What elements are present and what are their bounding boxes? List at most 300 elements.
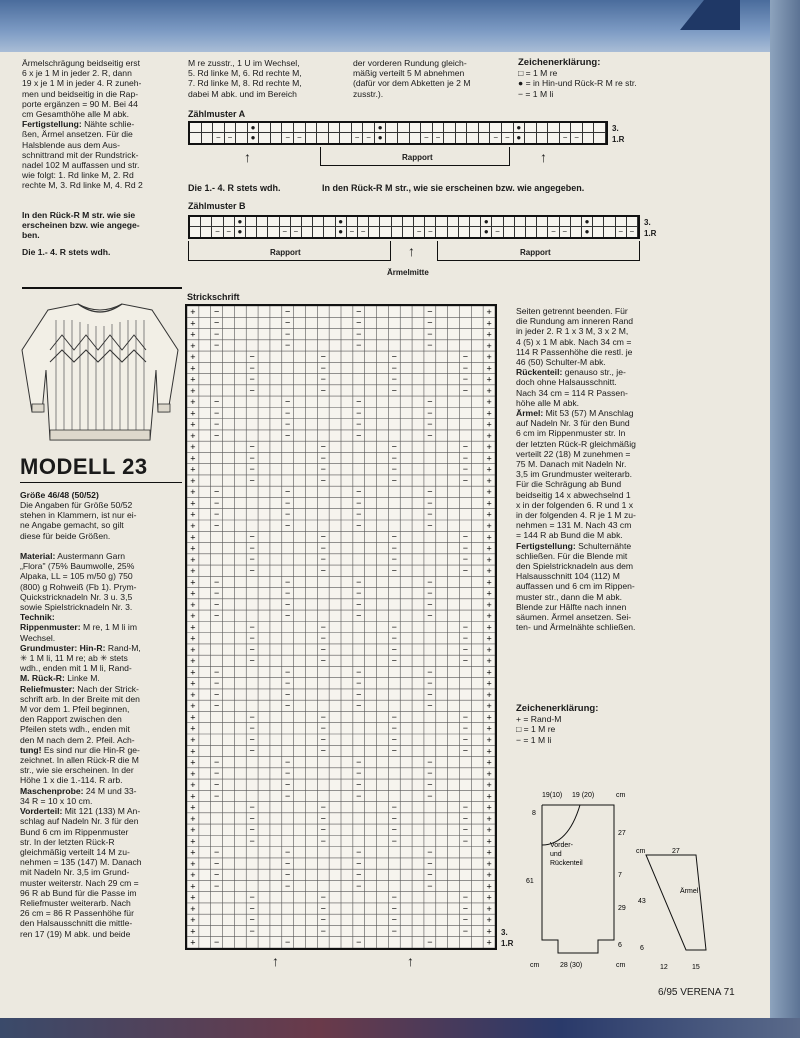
- chart-cell: [340, 133, 352, 143]
- purl-stitch-mark: −: [320, 531, 326, 542]
- edge-stitch-mark: +: [486, 689, 492, 700]
- purl-stitch-mark: −: [356, 306, 362, 317]
- chart-cell: [380, 227, 391, 237]
- text-line: die Rundung am inneren Rand: [516, 316, 634, 327]
- col2-top-text: [188, 58, 348, 99]
- chart-cell: [479, 123, 491, 133]
- purl-stitch-mark: −: [356, 779, 362, 790]
- purl-stitch-mark: −: [285, 306, 291, 317]
- purl-stitch-mark: −: [391, 441, 397, 452]
- purl-stitch-mark: −: [320, 385, 326, 396]
- purl-stitch-mark: −: [213, 700, 220, 711]
- model-size-title: Größe 46/48 (50/52): [20, 490, 99, 500]
- purl-stitch-mark: −: [391, 813, 397, 824]
- chart-cell: [190, 217, 201, 227]
- chart-cell: [502, 123, 514, 133]
- purl-stitch-mark: −: [249, 835, 255, 846]
- purl-stitch-mark: −: [213, 610, 220, 621]
- purl-stitch-mark: −: [320, 734, 326, 745]
- chart-cell: −: [492, 227, 503, 237]
- edge-stitch-mark: +: [486, 509, 492, 520]
- purl-stitch-mark: −: [320, 711, 326, 722]
- text-line: diese für beide Größen.: [20, 530, 111, 541]
- purl-stitch-mark: −: [391, 903, 397, 914]
- purl-stitch-mark: −: [285, 599, 291, 610]
- chart-cell: [236, 133, 248, 143]
- purl-stitch-mark: −: [249, 531, 255, 542]
- text-line: Für die Schrägung ab Bund: [516, 479, 622, 490]
- purl-stitch-mark: −: [213, 407, 220, 418]
- chart-cell: [268, 217, 279, 227]
- edge-stitch-mark: +: [486, 475, 492, 486]
- text-line: 3,5 im Grundmuster weiterarb.: [516, 469, 633, 480]
- text-line: 46 (50) Schulter-M abk.: [516, 357, 606, 368]
- text-line: 26 cm = 86 R Passenhöhe für: [20, 908, 134, 919]
- purl-stitch-mark: −: [249, 351, 255, 362]
- edge-stitch-mark: +: [190, 723, 196, 734]
- purl-stitch-mark: −: [285, 700, 291, 711]
- edge-stitch-mark: +: [190, 813, 196, 824]
- text-line: schrift arb. In der Breite mit den: [20, 693, 140, 704]
- purl-stitch-mark: −: [391, 475, 397, 486]
- chart-cell: ●: [514, 123, 526, 133]
- text-line: Bund 6 cm im Rippenmuster: [20, 826, 129, 837]
- purl-stitch-mark: −: [391, 464, 397, 475]
- legend-top-line: □ = 1 M re: [518, 68, 558, 79]
- edge-stitch-mark: +: [486, 408, 492, 419]
- edge-stitch-mark: +: [486, 385, 492, 396]
- purl-stitch-mark: −: [285, 430, 291, 441]
- edge-stitch-mark: +: [486, 836, 492, 847]
- purl-stitch-mark: −: [320, 723, 326, 734]
- left-note: [22, 210, 182, 257]
- edge-stitch-mark: +: [190, 836, 196, 847]
- purl-stitch-mark: −: [249, 914, 255, 925]
- edge-stitch-mark: +: [190, 498, 196, 509]
- purl-stitch-mark: −: [427, 790, 433, 801]
- purl-stitch-mark: −: [462, 903, 469, 914]
- chart-cell: [386, 123, 398, 133]
- arrow-up-icon: ↑: [272, 953, 279, 969]
- edge-stitch-mark: +: [190, 352, 196, 363]
- edge-stitch-mark: +: [190, 746, 196, 757]
- header-band: [0, 0, 770, 52]
- purl-stitch-mark: −: [427, 328, 433, 339]
- schematic-label: 8: [532, 810, 536, 817]
- chart-cell: [392, 227, 403, 237]
- purl-stitch-mark: −: [249, 892, 255, 903]
- chart-cell: [369, 217, 380, 227]
- purl-stitch-mark: −: [356, 610, 362, 621]
- purl-stitch-mark: −: [285, 779, 291, 790]
- chart-cell: [202, 133, 214, 143]
- chart-cell: [363, 123, 375, 133]
- zm-b-row1: 1.R: [644, 229, 657, 238]
- purl-stitch-mark: −: [391, 644, 397, 655]
- edge-stitch-mark: +: [486, 926, 492, 937]
- edge-stitch-mark: +: [486, 532, 492, 543]
- chart-cell: [444, 133, 456, 143]
- purl-stitch-mark: −: [249, 542, 255, 553]
- purl-stitch-mark: −: [462, 745, 469, 756]
- purl-stitch-mark: −: [213, 779, 220, 790]
- text-line: Nach 34 cm = 114 R Passen-: [516, 387, 628, 398]
- edge-stitch-mark: +: [190, 870, 196, 881]
- chart-cell: [593, 217, 604, 227]
- purl-stitch-mark: −: [213, 576, 220, 587]
- chart-cell: [425, 217, 436, 227]
- edge-stitch-mark: +: [190, 678, 196, 689]
- purl-stitch-mark: −: [249, 903, 255, 914]
- chart-cell: [537, 217, 548, 227]
- purl-stitch-mark: −: [249, 362, 255, 373]
- purl-stitch-mark: −: [356, 317, 362, 328]
- edge-stitch-mark: +: [190, 757, 196, 768]
- text-line: schließen. Für die Blende mit: [516, 550, 628, 561]
- purl-stitch-mark: −: [356, 790, 362, 801]
- chart-cell: [201, 227, 212, 237]
- schematic-label: 43: [638, 898, 646, 905]
- chart-cell: −: [358, 227, 369, 237]
- purl-stitch-mark: −: [320, 892, 326, 903]
- edge-stitch-mark: +: [190, 509, 196, 520]
- chart-cell: ●: [481, 227, 492, 237]
- chart-cell: −: [548, 227, 559, 237]
- edge-stitch-mark: +: [190, 791, 196, 802]
- purl-stitch-mark: −: [391, 914, 397, 925]
- edge-stitch-mark: +: [486, 498, 492, 509]
- purl-stitch-mark: −: [427, 666, 433, 677]
- edge-stitch-mark: +: [190, 487, 196, 498]
- chart-cell: [271, 123, 283, 133]
- purl-stitch-mark: −: [213, 790, 220, 801]
- chart-cell: [436, 227, 447, 237]
- text-line: nehmen = 135 (147) M. Danach: [20, 857, 142, 868]
- purl-stitch-mark: −: [391, 734, 397, 745]
- schematic-label: 28 (30): [560, 962, 583, 969]
- purl-stitch-mark: −: [427, 588, 433, 599]
- purl-stitch-mark: −: [356, 576, 362, 587]
- zm-b-title: Zählmuster B: [188, 201, 246, 211]
- purl-stitch-mark: −: [356, 328, 362, 339]
- purl-stitch-mark: −: [356, 509, 362, 520]
- chart-cell: [282, 123, 294, 133]
- purl-stitch-mark: −: [285, 937, 291, 948]
- chart-cell: [537, 123, 549, 133]
- purl-stitch-mark: −: [356, 396, 362, 407]
- purl-stitch-mark: −: [285, 340, 291, 351]
- left-note-line: Die 1.- 4. R stets wdh.: [22, 246, 111, 257]
- separator: [20, 482, 182, 483]
- purl-stitch-mark: −: [462, 362, 469, 373]
- chart-cell: [259, 133, 271, 143]
- purl-stitch-mark: −: [285, 869, 291, 880]
- chart-cell: [456, 123, 468, 133]
- purl-stitch-mark: −: [427, 880, 433, 891]
- purl-stitch-mark: −: [213, 430, 220, 441]
- chart-cell: [504, 227, 515, 237]
- text-line: tung! Es sind nur die Hin-R ge-: [20, 744, 140, 755]
- chart-cell: −: [502, 133, 514, 143]
- edge-stitch-mark: +: [190, 689, 196, 700]
- chart-cell: [548, 217, 559, 227]
- purl-stitch-mark: −: [249, 711, 255, 722]
- chart-cell: [470, 217, 481, 227]
- edge-stitch-mark: +: [486, 723, 492, 734]
- chart-cell: [525, 133, 537, 143]
- edge-stitch-mark: +: [190, 802, 196, 813]
- text-line: str., wie sie erscheinen. In der: [20, 765, 134, 776]
- text-line: mit Nadeln Nr. 3,5 im Grund-: [20, 867, 130, 878]
- purl-stitch-mark: −: [391, 565, 397, 576]
- schematic-label: 15: [692, 964, 700, 971]
- text-line: beidseitig 14 x abwechselnd 1: [516, 489, 631, 500]
- edge-stitch-mark: +: [190, 374, 196, 385]
- edge-stitch-mark: +: [190, 780, 196, 791]
- schematic-label: 7: [618, 872, 622, 879]
- text-line: ten- und Ärmelnähte schließen.: [516, 622, 636, 633]
- edge-stitch-mark: +: [486, 633, 492, 644]
- purl-stitch-mark: −: [249, 644, 255, 655]
- edge-stitch-mark: +: [486, 757, 492, 768]
- text-line: rechte M, 3. Rd linke M, 4. Rd 2: [22, 180, 143, 191]
- text-line: verteilt 22 (18) M zunehmen =: [516, 448, 631, 459]
- edge-stitch-mark: +: [486, 419, 492, 430]
- purl-stitch-mark: −: [356, 497, 362, 508]
- chart-cell: [329, 133, 341, 143]
- edge-stitch-mark: +: [486, 791, 492, 802]
- purl-stitch-mark: −: [462, 554, 469, 565]
- purl-stitch-mark: −: [427, 678, 433, 689]
- edge-stitch-mark: +: [190, 858, 196, 869]
- chart-cell: −: [212, 227, 223, 237]
- chart-cell: ●: [248, 133, 260, 143]
- purl-stitch-mark: −: [213, 328, 220, 339]
- purl-stitch-mark: −: [213, 666, 220, 677]
- edge-stitch-mark: +: [486, 847, 492, 858]
- chart-cell: ●: [514, 133, 526, 143]
- chart-cell: [224, 217, 235, 227]
- purl-stitch-mark: −: [462, 452, 469, 463]
- text-line: schnittrand mit der Rundstrick-: [22, 149, 139, 160]
- purl-stitch-mark: −: [427, 306, 433, 317]
- strickschrift-chart: [185, 304, 497, 950]
- chart-cell: [259, 123, 271, 133]
- purl-stitch-mark: −: [427, 779, 433, 790]
- purl-stitch-mark: −: [320, 452, 326, 463]
- purl-stitch-mark: −: [427, 576, 433, 587]
- schematic-label: Ärmel: [680, 888, 699, 895]
- purl-stitch-mark: −: [462, 813, 469, 824]
- chart-cell: [257, 217, 268, 227]
- chart-cell: [403, 227, 414, 237]
- edge-stitch-mark: +: [486, 937, 492, 948]
- purl-stitch-mark: −: [427, 486, 433, 497]
- chart-cell: ●: [336, 227, 347, 237]
- text-line: schlag auf Nadeln Nr. 3 für den: [20, 816, 139, 827]
- edge-stitch-mark: +: [190, 464, 196, 475]
- chart-cell: [317, 123, 329, 133]
- purl-stitch-mark: −: [356, 937, 362, 948]
- schematic-label: 61: [526, 878, 534, 885]
- zm-a-row1: 1.R: [612, 135, 625, 144]
- edge-stitch-mark: +: [486, 768, 492, 779]
- chart-cell: [467, 133, 479, 143]
- edge-stitch-mark: +: [190, 915, 196, 926]
- purl-stitch-mark: −: [213, 419, 220, 430]
- purl-stitch-mark: −: [356, 666, 362, 677]
- edge-stitch-mark: +: [486, 554, 492, 565]
- purl-stitch-mark: −: [320, 464, 326, 475]
- text-line: Halsblende aus dem Aus-: [22, 139, 120, 150]
- chart-cell: [324, 217, 335, 227]
- purl-stitch-mark: −: [356, 588, 362, 599]
- purl-stitch-mark: −: [213, 497, 220, 508]
- purl-stitch-mark: −: [320, 621, 326, 632]
- zm-a-rapport: Rapport: [402, 153, 433, 162]
- edge-stitch-mark: +: [486, 307, 492, 318]
- chart-cell: ●: [235, 227, 246, 237]
- edge-stitch-mark: +: [486, 735, 492, 746]
- purl-stitch-mark: −: [462, 711, 469, 722]
- left-note-line: ben.: [22, 230, 40, 241]
- purl-stitch-mark: −: [356, 700, 362, 711]
- text-line: Höhe 1 x die 1.-114. R arb.: [20, 775, 123, 786]
- purl-stitch-mark: −: [462, 824, 469, 835]
- text-line: porte ergänzen = 90 M. Bei 44: [22, 98, 138, 109]
- chart-cell: [537, 133, 549, 143]
- text-line: x in der folgenden 6. R und 1 x: [516, 499, 634, 510]
- chart-cell: [526, 227, 537, 237]
- chart-cell: −: [627, 227, 638, 237]
- legend-bottom-line: + = Rand-M: [516, 714, 562, 725]
- purl-stitch-mark: −: [391, 835, 397, 846]
- chart-cell: [448, 227, 459, 237]
- schematic-label: 27: [672, 848, 680, 855]
- purl-stitch-mark: −: [391, 385, 397, 396]
- edge-stitch-mark: +: [486, 892, 492, 903]
- purl-stitch-mark: −: [213, 520, 220, 531]
- text-line: Halsausschnitt 104 (112) M: [516, 571, 620, 582]
- edge-stitch-mark: +: [486, 566, 492, 577]
- edge-stitch-mark: +: [486, 667, 492, 678]
- purl-stitch-mark: −: [427, 689, 433, 700]
- edge-stitch-mark: +: [190, 577, 196, 588]
- schematic-label: 29: [618, 905, 626, 912]
- chart-cell: [317, 133, 329, 143]
- edge-stitch-mark: +: [486, 453, 492, 464]
- purl-stitch-mark: −: [462, 925, 469, 936]
- purl-stitch-mark: −: [462, 802, 469, 813]
- text-line: ✳ 1 M li, 11 M re; ab ✳ stets: [20, 653, 128, 664]
- chart-cell: ●: [375, 123, 387, 133]
- chart-cell: [271, 133, 283, 143]
- text-line: ren 17 (19) M abk. und beide: [20, 928, 131, 939]
- chart-cell: [246, 227, 257, 237]
- text-line: 96 R ab Bund für die Passe im: [20, 887, 137, 898]
- edge-stitch-mark: +: [190, 656, 196, 667]
- edge-stitch-mark: +: [486, 363, 492, 374]
- legend-top-title: Zeichenerklärung:: [518, 57, 601, 68]
- chart-cell: [593, 227, 604, 237]
- chart-cell: [548, 133, 560, 143]
- edge-stitch-mark: +: [486, 397, 492, 408]
- purl-stitch-mark: −: [320, 903, 326, 914]
- text-line: 75 M. Danach mit Nadeln Nr.: [516, 459, 627, 470]
- edge-stitch-mark: +: [486, 915, 492, 926]
- arrow-up-icon: ↑: [244, 149, 251, 165]
- purl-stitch-mark: −: [320, 925, 326, 936]
- purl-stitch-mark: −: [249, 464, 255, 475]
- text-line: in der folgenden 4. R je 1 M zu-: [516, 510, 636, 521]
- purl-stitch-mark: −: [356, 599, 362, 610]
- edge-stitch-mark: +: [486, 825, 492, 836]
- chart-cell: ●: [248, 123, 260, 133]
- edge-stitch-mark: +: [190, 644, 196, 655]
- edge-stitch-mark: +: [190, 442, 196, 453]
- purl-stitch-mark: −: [249, 813, 255, 824]
- purl-stitch-mark: −: [285, 509, 291, 520]
- edge-stitch-mark: +: [486, 374, 492, 385]
- purl-stitch-mark: −: [391, 633, 397, 644]
- text-line: wdh., enden mit 1 M li, Rand-: [20, 663, 132, 674]
- chart-cell: [313, 217, 324, 227]
- chart-cell: [340, 123, 352, 133]
- arrow-up-icon: ↑: [540, 149, 547, 165]
- purl-stitch-mark: −: [213, 678, 220, 689]
- purl-stitch-mark: −: [249, 925, 255, 936]
- chart-cell: −: [224, 227, 235, 237]
- chart-cell: [571, 217, 582, 227]
- purl-stitch-mark: −: [356, 869, 362, 880]
- text-line: cm Gesamthöhe alle M abk.: [22, 109, 129, 120]
- purl-stitch-mark: −: [285, 407, 291, 418]
- edge-stitch-mark: +: [486, 813, 492, 824]
- purl-stitch-mark: −: [249, 554, 255, 565]
- edge-stitch-mark: +: [190, 307, 196, 318]
- chart-cell: [347, 217, 358, 227]
- purl-stitch-mark: −: [462, 351, 469, 362]
- chart-cell: [358, 217, 369, 227]
- purl-stitch-mark: −: [249, 734, 255, 745]
- purl-stitch-mark: −: [320, 374, 326, 385]
- purl-stitch-mark: −: [285, 576, 291, 587]
- chart-cell: −: [213, 133, 225, 143]
- text-line: 5. Rd linke M, 6. Rd rechte M,: [188, 68, 302, 79]
- edge-stitch-mark: +: [190, 419, 196, 430]
- legend-bottom-line: □ = 1 M re: [516, 724, 556, 735]
- edge-stitch-mark: +: [486, 622, 492, 633]
- chart-cell: [414, 217, 425, 227]
- purl-stitch-mark: −: [391, 802, 397, 813]
- purl-stitch-mark: −: [213, 599, 220, 610]
- text-line: ne Angabe gemacht, so gilt: [20, 520, 124, 531]
- purl-stitch-mark: −: [249, 374, 255, 385]
- edge-stitch-mark: +: [486, 588, 492, 599]
- purl-stitch-mark: −: [427, 847, 433, 858]
- edge-stitch-mark: +: [190, 532, 196, 543]
- chart-cell: [421, 123, 433, 133]
- chart-cell: [306, 133, 318, 143]
- edge-stitch-mark: +: [190, 825, 196, 836]
- separator: [22, 287, 182, 289]
- chart-cell: [202, 123, 214, 133]
- purl-stitch-mark: −: [285, 880, 291, 891]
- chart-cell: [526, 217, 537, 227]
- legend-top-line: ● = in Hin-und Rück-R M re str.: [518, 78, 637, 89]
- edge-stitch-mark: +: [486, 577, 492, 588]
- zm-b-row3: 3.: [644, 218, 651, 227]
